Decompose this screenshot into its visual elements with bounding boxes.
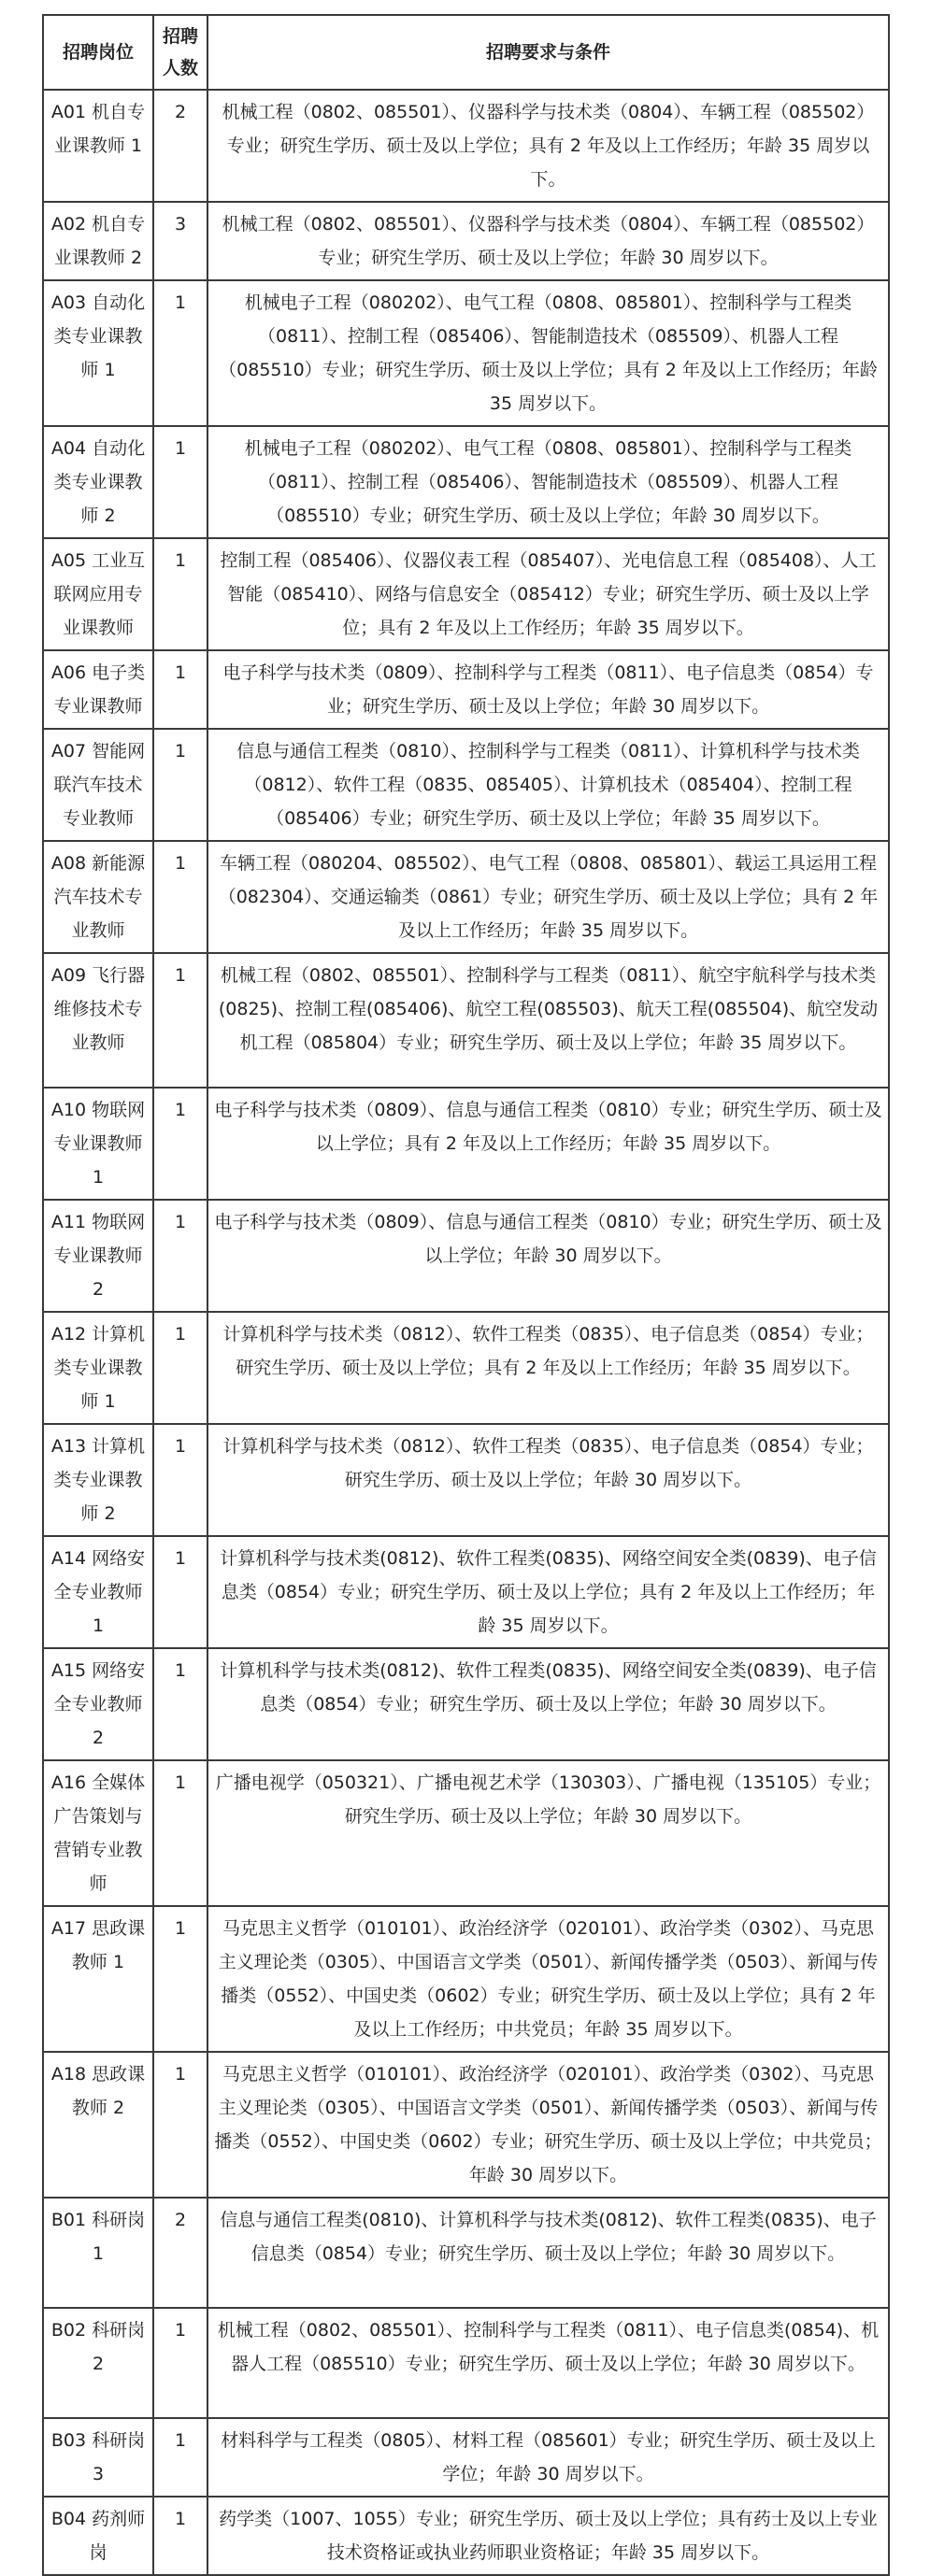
requirements-cell: 电子科学与技术类（0809）、信息与通信工程类（0810）专业；研究生学历、硕士及以上学位；具有 2 年及以上工作经历；年龄 35 周岁以下。: [207, 1088, 889, 1200]
position-cell: B01 科研岗 1: [43, 2198, 153, 2308]
table-row: [43, 1906, 889, 2052]
position-cell: A18 思政课教师 2: [43, 2052, 153, 2198]
count-cell: 1: [153, 1200, 207, 1312]
table-row: [43, 953, 889, 1088]
header-count: 招聘人数: [153, 15, 207, 90]
table-row: [43, 90, 889, 202]
count-cell: 1: [153, 538, 207, 650]
requirements-cell: 药学类（1007、1055）专业；研究生学历、硕士及以上学位；具有药士及以上专业技术资格证或执业药师职业资格证；年龄 35 周岁以下。: [207, 2497, 889, 2575]
recruitment-table: [42, 14, 890, 2576]
requirements-cell: 信息与通信工程类(0810)、计算机科学与技术类(0812)、软件工程类(0835)、电子信息类（0854）专业；研究生学历、硕士及以上学位；年龄 30 周岁以下。: [207, 2198, 889, 2308]
requirements-cell: 机械电子工程（080202）、电气工程（0808、085801）、控制科学与工程类（0811）、控制工程（085406）、智能制造技术（085509）、机器人工程（085510）专业；研究生学历、硕士及以上学位；年龄 30 周岁以下。: [207, 426, 889, 538]
position-cell: A13 计算机类专业课教师 2: [43, 1424, 153, 1536]
table-row: [43, 1312, 889, 1424]
position-cell: A09 飞行器维修技术专业教师: [43, 953, 153, 1088]
table-row: [43, 650, 889, 729]
requirements-cell: 机械工程（0802、085501）、仪器科学与技术类（0804）、车辆工程（085502）专业；研究生学历、硕士及以上学位；具有 2 年及以上工作经历；年龄 35 周岁以下。: [207, 90, 889, 202]
table-row: [43, 426, 889, 538]
count-cell: 1: [153, 1312, 207, 1424]
count-cell: 1: [153, 953, 207, 1088]
position-cell: A08 新能源汽车技术专业教师: [43, 841, 153, 953]
requirements-cell: 电子科学与技术类（0809）、信息与通信工程类（0810）专业；研究生学历、硕士及以上学位；年龄 30 周岁以下。: [207, 1200, 889, 1312]
count-cell: 1: [153, 1088, 207, 1200]
requirements-cell: 机械工程（0802、085501）、控制科学与工程类（0811）、电子信息类(0854)、机器人工程（085510）专业；研究生学历、硕士及以上学位；年龄 30 周岁以下。: [207, 2308, 889, 2418]
count-cell: 1: [153, 2418, 207, 2497]
count-cell: 1: [153, 1536, 207, 1648]
table-row: [43, 538, 889, 650]
requirements-cell: 车辆工程（080204、085502）、电气工程（0808、085801）、载运工具运用工程（082304）、交通运输类（0861）专业；研究生学历、硕士及以上学位；具有 2 年及以上工作经历；年龄 35 周岁以下。: [207, 841, 889, 953]
requirements-cell: 控制工程（085406）、仪器仪表工程（085407）、光电信息工程（085408）、人工智能（085410）、网络与信息安全（085412）专业；研究生学历、硕士及以上学位；具有 2 年及以上工作经历；年龄 35 周岁以下。: [207, 538, 889, 650]
count-cell: 2: [153, 2198, 207, 2308]
position-cell: A12 计算机类专业课教师 1: [43, 1312, 153, 1424]
table-row: [43, 1536, 889, 1648]
requirements-cell: 马克思主义哲学（010101）、政治经济学（020101）、政治学类（0302）、马克思主义理论类（0305）、中国语言文学类（0501）、新闻传播学类（0503）、新闻与传播类（0552）、中国史类（0602）专业；研究生学历、硕士及以上学位；中共党员；年龄 30 周岁以下。: [207, 2052, 889, 2198]
position-cell: A07 智能网联汽车技术专业教师: [43, 729, 153, 841]
header-position: 招聘岗位: [43, 15, 153, 90]
count-cell: 1: [153, 1760, 207, 1906]
table-row: [43, 2418, 889, 2497]
position-cell: A02 机自专业课教师 2: [43, 202, 153, 280]
requirements-cell: 计算机科学与技术类(0812)、软件工程类(0835)、网络空间安全类(0839)、电子信息类（0854）专业；研究生学历、硕士及以上学位；年龄 30 周岁以下。: [207, 1648, 889, 1760]
position-cell: A01 机自专业课教师 1: [43, 90, 153, 202]
table-row: [43, 1200, 889, 1312]
position-cell: A14 网络安全专业教师 1: [43, 1536, 153, 1648]
position-cell: A03 自动化类专业课教师 1: [43, 280, 153, 426]
count-cell: 1: [153, 1424, 207, 1536]
count-cell: 1: [153, 426, 207, 538]
table-row: [43, 729, 889, 841]
requirements-cell: 机械工程（0802、085501）、仪器科学与技术类（0804）、车辆工程（085502）专业；研究生学历、硕士及以上学位；年龄 30 周岁以下。: [207, 202, 889, 280]
count-cell: 3: [153, 202, 207, 280]
requirements-cell: 计算机科学与技术类（0812）、软件工程类（0835）、电子信息类（0854）专业；研究生学历、硕士及以上学位；具有 2 年及以上工作经历；年龄 35 周岁以下。: [207, 1312, 889, 1424]
count-cell: 1: [153, 729, 207, 841]
position-cell: A11 物联网专业课教师 2: [43, 1200, 153, 1312]
count-cell: 2: [153, 90, 207, 202]
position-cell: B02 科研岗 2: [43, 2308, 153, 2418]
table-row: [43, 1648, 889, 1760]
requirements-cell: 材料科学与工程类（0805）、材料工程（085601）专业；研究生学历、硕士及以上学位；年龄 30 周岁以下。: [207, 2418, 889, 2497]
count-cell: 1: [153, 1906, 207, 2052]
table-row: [43, 280, 889, 426]
position-cell: A17 思政课教师 1: [43, 1906, 153, 2052]
requirements-cell: 信息与通信工程类（0810）、控制科学与工程类（0811）、计算机科学与技术类（0812）、软件工程（0835、085405）、计算机技术（085404）、控制工程（085406）专业；研究生学历、硕士及以上学位；年龄 35 周岁以下。: [207, 729, 889, 841]
requirements-cell: 计算机科学与技术类（0812）、软件工程类（0835）、电子信息类（0854）专业；研究生学历、硕士及以上学位；年龄 30 周岁以下。: [207, 1424, 889, 1536]
table-row: [43, 1424, 889, 1536]
header-requirements: 招聘要求与条件: [207, 15, 889, 90]
count-cell: 1: [153, 280, 207, 426]
position-cell: A15 网络安全专业教师 2: [43, 1648, 153, 1760]
position-cell: A10 物联网专业课教师 1: [43, 1088, 153, 1200]
count-cell: 1: [153, 2308, 207, 2418]
table-row: [43, 841, 889, 953]
requirements-cell: 马克思主义哲学（010101）、政治经济学（020101）、政治学类（0302）、马克思主义理论类（0305）、中国语言文学类（0501）、新闻传播学类（0503）、新闻与传播类（0552）、中国史类（0602）专业；研究生学历、硕士及以上学位；具有 2 年及以上工作经历；中共党员；年龄 35 周岁以下。: [207, 1906, 889, 2052]
requirements-cell: 机械电子工程（080202）、电气工程（0808、085801）、控制科学与工程类（0811）、控制工程（085406）、智能制造技术（085509）、机器人工程（085510）专业；研究生学历、硕士及以上学位；具有 2 年及以上工作经历；年龄 35 周岁以下。: [207, 280, 889, 426]
position-cell: A16 全媒体广告策划与营销专业教师: [43, 1760, 153, 1906]
count-cell: 1: [153, 841, 207, 953]
table-row: [43, 2308, 889, 2418]
requirements-cell: 电子科学与技术类（0809）、控制科学与工程类（0811）、电子信息类（0854）专业；研究生学历、硕士及以上学位；年龄 30 周岁以下。: [207, 650, 889, 729]
table-row: [43, 2497, 889, 2575]
count-cell: 1: [153, 1648, 207, 1760]
table-row: [43, 2198, 889, 2308]
table-row: [43, 1088, 889, 1200]
position-cell: A05 工业互联网应用专业课教师: [43, 538, 153, 650]
table-row: [43, 202, 889, 280]
count-cell: 1: [153, 2497, 207, 2575]
table-row: [43, 2052, 889, 2198]
position-cell: A06 电子类专业课教师: [43, 650, 153, 729]
requirements-cell: 机械工程（0802、085501）、控制科学与工程类（0811）、航空宇航科学与技术类(0825)、控制工程(085406)、航空工程(085503)、航天工程(085504)、航空发动机工程（085804）专业；研究生学历、硕士及以上学位；年龄 35 周岁以下。: [207, 953, 889, 1088]
count-cell: 1: [153, 2052, 207, 2198]
table-row: [43, 1760, 889, 1906]
requirements-cell: 计算机科学与技术类(0812)、软件工程类(0835)、网络空间安全类(0839)、电子信息类（0854）专业；研究生学历、硕士及以上学位；具有 2 年及以上工作经历；年龄 35 周岁以下。: [207, 1536, 889, 1648]
count-cell: 1: [153, 650, 207, 729]
position-cell: B03 科研岗 3: [43, 2418, 153, 2497]
header-row: [43, 15, 889, 90]
position-cell: B04 药剂师岗: [43, 2497, 153, 2575]
requirements-cell: 广播电视学（050321）、广播电视艺术学（130303）、广播电视（135105）专业；研究生学历、硕士及以上学位；年龄 30 周岁以下。: [207, 1760, 889, 1906]
position-cell: A04 自动化类专业课教师 2: [43, 426, 153, 538]
